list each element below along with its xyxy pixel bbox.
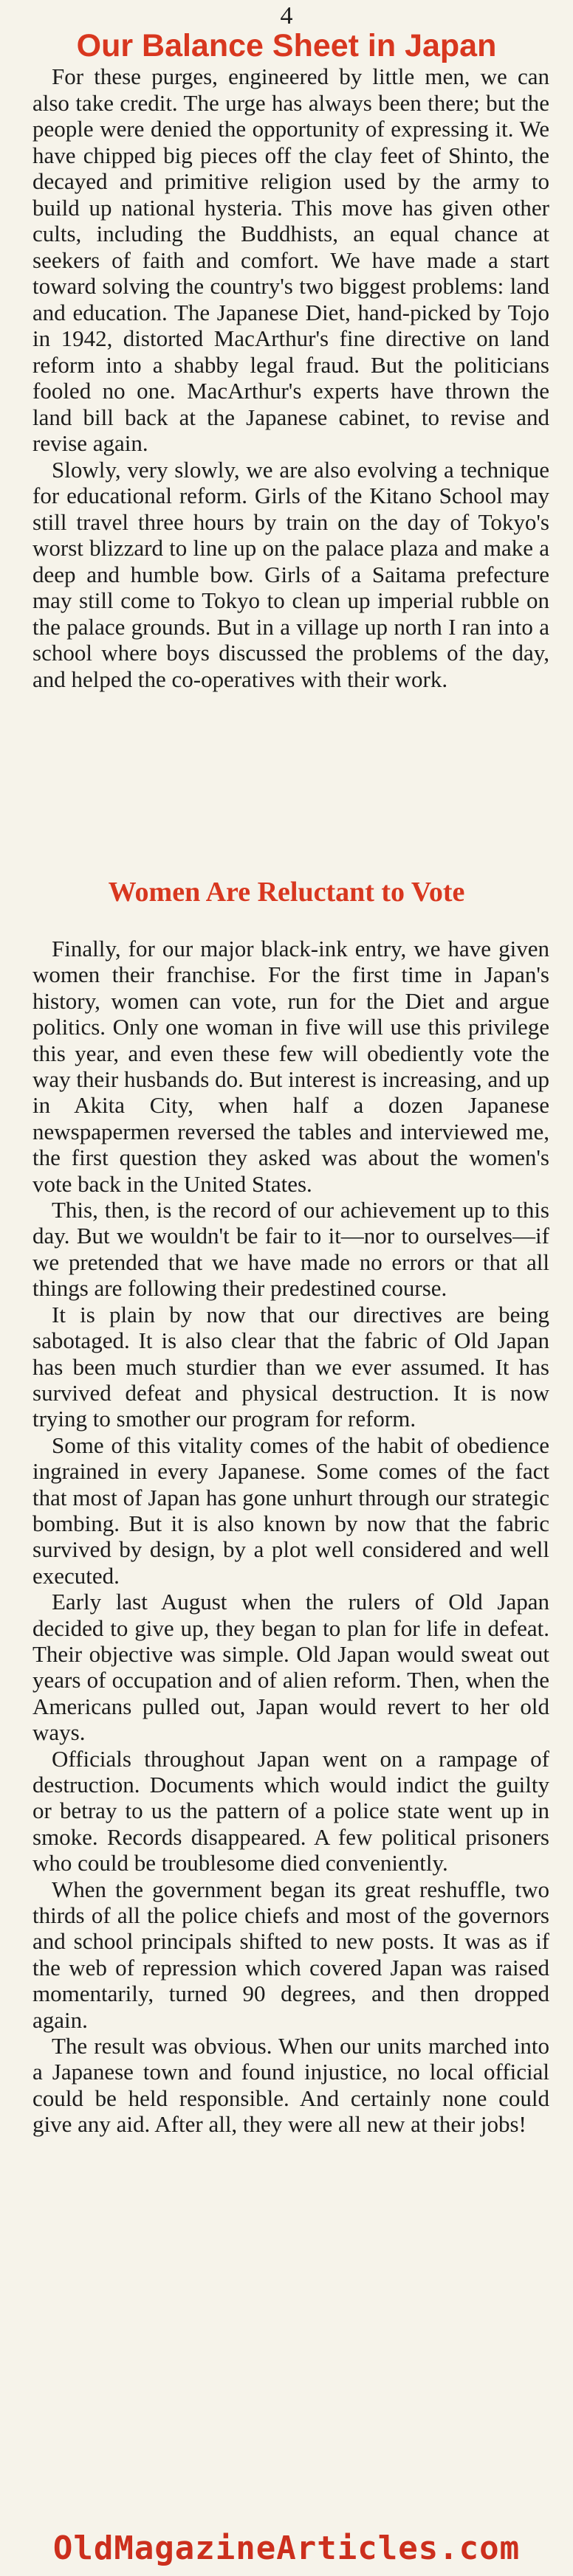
- paragraph: The result was obvious. When our units marched into a Japanese town and found injustice, no local official could be held responsible. And certainly none could give any aid. After all, they were all new at their jobs!: [32, 2033, 549, 2138]
- paragraph: Finally, for our major black-ink entry, we have given women their franchise. For the first time in Japan's history, women can vote, run for the Diet and argue politics. Only one woman in five will use this privilege this year, and even these few will obediently vote the way their husbands do. But interest is increasing, and up in Akita City, when half a dozen Japanese newspapermen reversed the tables and interviewed me, the first question they asked was about the women's vote back in the United States.: [32, 936, 549, 1197]
- paragraph: For these purges, engineered by little men, we can also take credit. The urge has always been there; but the people were denied the opportunity of expressing it. We have chipped big pieces off the clay feet of Shinto, the decayed and primitive religion used by the army to build up national hysteria. This move has given other cults, including the Buddhists, an equal chance at seekers of faith and comfort. We have made a start toward solving the country's two biggest problems: land and education. The Japanese Diet, hand-picked by Tojo in 1942, distorted MacArthur's fine directive on land reform into a shabby legal fraud. But the politicians fooled no one. MacArthur's experts have thrown the land bill back at the Japanese cabinet, to revise and revise again.: [32, 63, 549, 456]
- section-subheading: Women Are Reluctant to Vote: [108, 877, 465, 908]
- paragraph: Some of this vitality comes of the habit of obedience ingrained in every Japanese. Some comes of the fact that most of Japan has gone unhurt through our strategic bombing. But it is also known by now that the fabric survived by design, by a plot well considered and well executed.: [32, 1432, 549, 1589]
- site-watermark-link[interactable]: OldMagazineArticles.com: [52, 2530, 521, 2567]
- article-title: Our Balance Sheet in Japan: [76, 28, 497, 63]
- paragraph: This, then, is the record of our achievement up to this day. But we wouldn't be fair to it—nor to ourselves—if we pretended that we have made no errors or that all things are following their predestined course.: [32, 1197, 549, 1302]
- article-body-part-2: [32, 936, 549, 2138]
- paragraph: Slowly, very slowly, we are also evolving a technique for educational reform. Girls of the Kitano School may still travel three hours by train on the day of Tokyo's worst blizzard to line up on the palace plaza and make a deep and humble bow. Girls of a Saitama prefecture may still come to Tokyo to clean up imperial rubble on the palace grounds. But in a village up north I ran into a school where boys discussed the problems of the day, and helped the co-operatives with their work.: [32, 456, 549, 692]
- page-number: 4: [280, 2, 293, 30]
- paragraph: Officials throughout Japan went on a rampage of destruction. Documents which would indict the guilty or betray to us the pattern of a police state went up in smoke. Records disappeared. A few political prisoners who could be troublesome died conveniently.: [32, 1745, 549, 1876]
- paragraph: Early last August when the rulers of Old Japan decided to give up, they began to plan for life in defeat. Their objective was simple. Old Japan would sweat out years of occupation and of alien reform. Then, when the Americans pulled out, Japan would revert to her old ways.: [32, 1589, 549, 1746]
- paragraph: It is plain by now that our directives are being sabotaged. It is also clear that the fabric of Old Japan has been much sturdier than we ever assumed. It has survived defeat and physical destruction. It is now trying to smother our program for reform.: [32, 1301, 549, 1432]
- article-body-part-1: [32, 63, 549, 692]
- paragraph: When the government began its great reshuffle, two thirds of all the police chiefs and most of the governors and school principals shifted to new posts. It was as if the web of repression which covered Japan was raised momentarily, turned 90 degrees, and then dropped again.: [32, 1876, 549, 2033]
